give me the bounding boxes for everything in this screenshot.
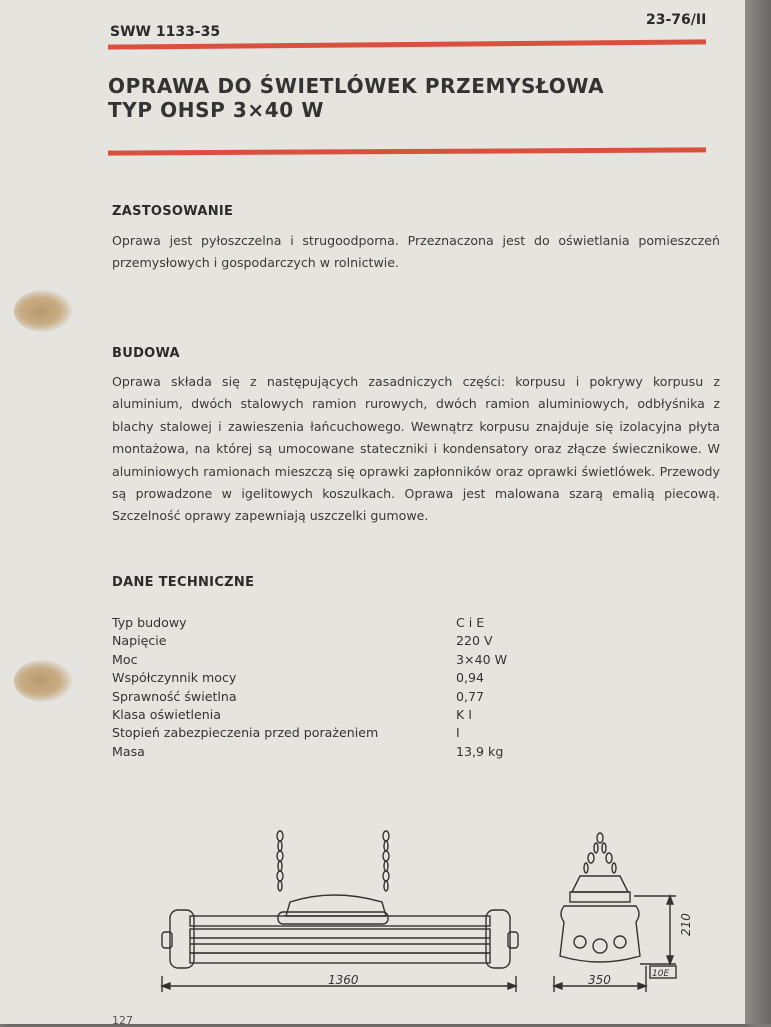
spec-row [112, 669, 712, 687]
chain-left [277, 831, 283, 891]
punched-hole [14, 290, 72, 332]
section-text-zastosowanie: Oprawa jest pyłoszczelna i strugoodporna. Przeznaczona jest do oświetlania pomieszczeń przemysłowych i gospodarczych w rolnictwie. [112, 233, 720, 271]
drawing-tag: 10E [652, 969, 670, 979]
spec-label: Napięcie [112, 633, 167, 649]
spec-value: 0,77 [456, 688, 485, 704]
spec-value: C i E [456, 615, 485, 630]
technical-data-table [112, 614, 712, 761]
title-red-rule [108, 147, 706, 155]
spec-row [112, 632, 712, 650]
spec-row [112, 724, 712, 742]
spec-row [112, 743, 712, 761]
spec-label: Typ budowy [112, 615, 187, 630]
spec-value: 0,94 [456, 670, 485, 686]
chain-right [383, 831, 389, 891]
technical-drawing [150, 826, 710, 1006]
spec-label: Masa [112, 743, 145, 759]
spec-label: Klasa oświetlenia [112, 706, 221, 722]
section-heading-zastosowanie: ZASTOSOWANIE [112, 204, 234, 219]
spec-row [112, 651, 712, 669]
section-text-budowa: Oprawa składa się z następujących zasadniczych części: korpusu i pokrywy korpusu z aluminium, dwóch stalowych ramion rurowych, dwóch ramion aluminiowych, odbłyśnika z blachy stalowej i zawieszenia łańcuchowego. Wewnątrz korpusu znajduje się izolacyjna płyta montażowa, na której są umocowane stateczniki i kondensatory oraz złącze świecznikowe. W aluminiowych ramionach mieszczą się oprawki zapłonników oraz oprawki świetlówek. Przewody są prowadzone w igelitowych koszulkach. Oprawa jest malowana szarą emalią piecową. Szczelność oprawy zapewniają uszczelki gumowe. [112, 374, 720, 524]
spec-value: 220 V [456, 633, 493, 649]
section-heading-dane-techniczne: DANE TECHNICZNE [112, 575, 255, 590]
spec-row [112, 706, 712, 724]
document-code-left: SWW 1133-35 [110, 24, 221, 40]
punched-hole [14, 660, 72, 702]
document-code-right: 23-76/II [646, 12, 707, 28]
width-dimension-label: 350 [588, 973, 611, 987]
spec-label: Sprawność świetlna [112, 688, 237, 704]
length-dimension-label: 1360 [328, 973, 359, 987]
spec-row [112, 688, 712, 706]
header-red-rule [108, 39, 706, 49]
spec-label: Moc [112, 651, 138, 667]
binder-edge [745, 0, 771, 1024]
spec-label: Współczynnik mocy [112, 670, 237, 686]
chain-end-view [584, 833, 616, 873]
spec-value: 13,9 kg [456, 743, 504, 759]
page-title [108, 74, 708, 122]
title-line-2: TYP OHSP 3×40 W [108, 98, 325, 122]
spec-value: I [456, 725, 460, 741]
height-dimension-label: 210 [679, 913, 693, 936]
spec-row [112, 614, 712, 632]
page-number: 127 [112, 1014, 133, 1027]
spec-value: 3×40 W [456, 651, 508, 667]
section-heading-budowa: BUDOWA [112, 346, 180, 361]
spec-label: Stopień zabezpieczenia przed porażeniem [112, 725, 379, 741]
spec-value: K I [456, 706, 472, 722]
title-line-1: OPRAWA DO ŚWIETLÓWEK PRZEMYSŁOWA [108, 74, 605, 98]
